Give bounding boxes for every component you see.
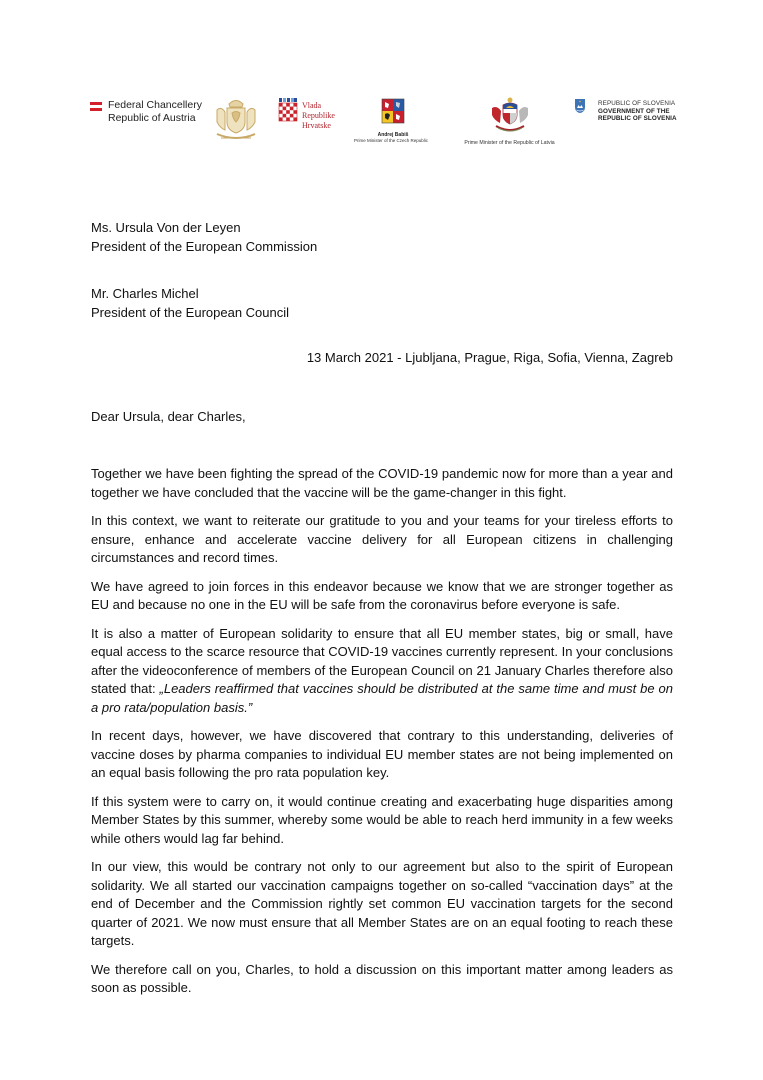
austria-logo: [90, 99, 202, 125]
austria-logo-line-1: Federal Chancellery: [108, 99, 202, 111]
salutation: Dear Ursula, dear Charles,: [91, 409, 246, 424]
czech-logo: [348, 98, 438, 143]
slovenian-coat-of-arms-icon: [574, 98, 586, 114]
bulgaria-logo: [211, 96, 261, 147]
croatian-coat-of-arms-icon: [278, 98, 298, 128]
croatia-logo: [278, 98, 335, 131]
slovenia-logo-line-2: GOVERNMENT OF THE: [598, 107, 670, 115]
latvian-coat-of-arms-icon: [486, 96, 534, 134]
recipient-1-title: President of the European Commission: [91, 238, 318, 254]
paragraph-8: We therefore call on you, Charles, to hold a discussion on this important matter among leaders as soon as possible.: [91, 961, 673, 995]
austria-logo-line-2: Republic of Austria: [108, 112, 196, 124]
recipient-1-name: Ms. Ursula Von der Leyen: [91, 220, 241, 235]
czech-coat-of-arms-icon: [381, 98, 405, 126]
paragraph-4-text: It is also a matter of European solidarity to ensure that all EU member states, big or small, have equal access to the scarce resource that COVID-19 vaccines currently represent. In your conclusions after the videoconference of members of the European Council on 21 January Charles therefore also stated that:: [91, 625, 673, 696]
paragraph-5: In recent days, however, we have discovered that contrary to this understanding, deliveries of vaccine doses by pharma companies to individual EU member states are not being implemented on an equal basis following the pro rata population key.: [91, 728, 673, 780]
paragraph-2: In this context, we want to reiterate our gratitude to you and your teams for your tireless efforts to ensure, enhance and accelerate vaccine delivery for all European citizens in challenging circumstances and record times.: [91, 513, 673, 565]
czech-pm-title: Prime Minister of the Czech Republic: [353, 138, 429, 143]
paragraph-3: We have agreed to join forces in this endeavor because we know that we are stronger together as EU and because no one in the EU will be safe from the coronavirus before everyone is safe.: [91, 578, 673, 612]
header-logos: [90, 96, 680, 146]
paragraph-6: If this system were to carry on, it would continue creating and exacerbating huge disparities among Member States by this summer, whereby some would be able to reach herd immunity in a few weeks while others would lag far behind.: [91, 793, 673, 846]
czech-pm-name: Andrej Babiš: [377, 132, 409, 138]
austrian-flag-icon: [90, 102, 102, 111]
slovenia-logo-line-1: REPUBLIC OF SLOVENIA: [598, 100, 676, 107]
paragraph-4: [91, 625, 673, 718]
recipient-1: [91, 219, 491, 256]
bulgarian-coat-of-arms-icon: [211, 96, 261, 142]
latvia-pm-title: Prime Minister of the Republic of Latvia: [464, 140, 555, 146]
paragraph-1: Together we have been fighting the spread of the COVID-19 pandemic now for more than a year and together we have concluded that the vaccine will be the game-changer in this fight.: [91, 466, 673, 500]
recipient-2: [91, 285, 491, 322]
croatia-logo-line-3: Hrvatske: [302, 121, 331, 130]
paragraph-7: In our view, this would be contrary not only to our agreement but also to the spirit of European solidarity. We all started our vaccination campaigns together on so-called “vaccination days” at the end of December and the Commission rightly set common EU vaccination targets for the second quarter of 2021. We now must ensure that all Member States are on an equal footing to reach these targets.: [91, 859, 673, 948]
recipient-2-name: Mr. Charles Michel: [91, 286, 199, 301]
recipient-2-title: President of the European Council: [91, 304, 290, 320]
council-quote: „Leaders reaffirmed that vaccines should be distributed at the same time and must be on a pro rata/population basis.”: [91, 681, 673, 715]
slovenia-logo-line-3: REPUBLIC OF SLOVENIA: [598, 115, 677, 123]
dateline: 13 March 2021 - Ljubljana, Prague, Riga, Sofia, Vienna, Zagreb: [306, 350, 673, 365]
latvia-logo: [452, 96, 567, 146]
letter-body: [91, 465, 673, 1008]
croatia-logo-line-1: Vlada: [302, 101, 322, 110]
croatia-logo-line-2: Republike: [302, 111, 335, 120]
slovenia-logo: [574, 98, 677, 123]
